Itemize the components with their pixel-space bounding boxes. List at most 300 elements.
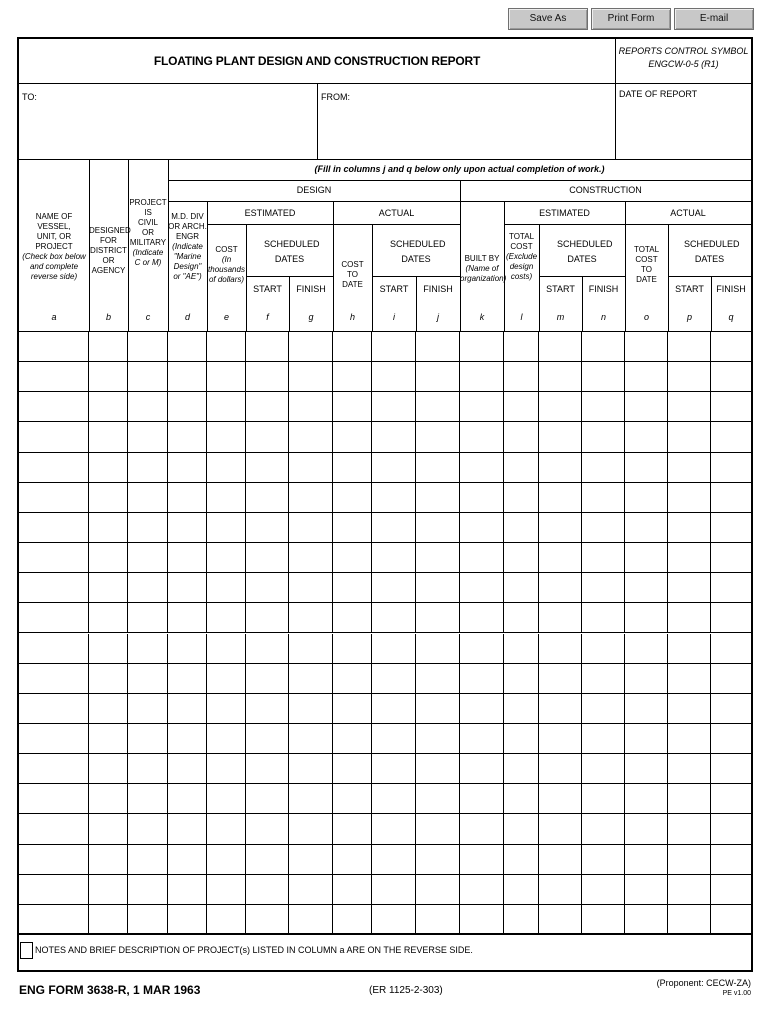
- table-cell-a[interactable]: [19, 845, 89, 875]
- table-cell-q[interactable]: [711, 332, 751, 362]
- table-cell-p[interactable]: [668, 513, 711, 543]
- table-cell-n[interactable]: [582, 392, 625, 422]
- table-cell-b[interactable]: [89, 664, 128, 694]
- table-cell-p[interactable]: [668, 543, 711, 573]
- table-cell-d[interactable]: [168, 905, 207, 935]
- table-cell-d[interactable]: [168, 513, 207, 543]
- table-cell-b[interactable]: [89, 422, 128, 452]
- table-cell-n[interactable]: [582, 483, 625, 513]
- table-cell-f[interactable]: [246, 513, 289, 543]
- table-cell-j[interactable]: [416, 875, 460, 905]
- table-cell-i[interactable]: [372, 664, 416, 694]
- table-cell-o[interactable]: [625, 332, 668, 362]
- table-cell-o[interactable]: [625, 603, 668, 633]
- table-cell-e[interactable]: [207, 543, 246, 573]
- table-cell-m[interactable]: [539, 513, 582, 543]
- table-cell-j[interactable]: [416, 513, 460, 543]
- table-cell-q[interactable]: [711, 543, 751, 573]
- table-cell-a[interactable]: [19, 634, 89, 664]
- table-cell-m[interactable]: [539, 905, 582, 935]
- table-cell-d[interactable]: [168, 543, 207, 573]
- table-cell-b[interactable]: [89, 694, 128, 724]
- table-cell-a[interactable]: [19, 362, 89, 392]
- table-cell-j[interactable]: [416, 422, 460, 452]
- table-cell-o[interactable]: [625, 543, 668, 573]
- table-cell-l[interactable]: [504, 724, 539, 754]
- table-cell-o[interactable]: [625, 724, 668, 754]
- table-cell-g[interactable]: [289, 453, 333, 483]
- table-cell-j[interactable]: [416, 362, 460, 392]
- table-cell-a[interactable]: [19, 513, 89, 543]
- table-cell-i[interactable]: [372, 724, 416, 754]
- table-cell-g[interactable]: [289, 664, 333, 694]
- table-cell-h[interactable]: [333, 664, 372, 694]
- table-cell-q[interactable]: [711, 875, 751, 905]
- table-cell-p[interactable]: [668, 875, 711, 905]
- table-cell-j[interactable]: [416, 754, 460, 784]
- table-cell-b[interactable]: [89, 453, 128, 483]
- table-cell-i[interactable]: [372, 845, 416, 875]
- table-cell-c[interactable]: [128, 573, 168, 603]
- table-cell-g[interactable]: [289, 634, 333, 664]
- table-cell-c[interactable]: [128, 513, 168, 543]
- table-cell-j[interactable]: [416, 664, 460, 694]
- table-cell-n[interactable]: [582, 905, 625, 935]
- table-cell-q[interactable]: [711, 392, 751, 422]
- table-cell-d[interactable]: [168, 332, 207, 362]
- table-cell-e[interactable]: [207, 332, 246, 362]
- table-cell-i[interactable]: [372, 754, 416, 784]
- table-cell-q[interactable]: [711, 362, 751, 392]
- table-cell-a[interactable]: [19, 814, 89, 844]
- table-cell-q[interactable]: [711, 422, 751, 452]
- table-cell-m[interactable]: [539, 784, 582, 814]
- table-cell-c[interactable]: [128, 784, 168, 814]
- table-cell-g[interactable]: [289, 422, 333, 452]
- table-cell-j[interactable]: [416, 483, 460, 513]
- table-cell-e[interactable]: [207, 573, 246, 603]
- table-cell-o[interactable]: [625, 573, 668, 603]
- table-cell-m[interactable]: [539, 664, 582, 694]
- table-cell-a[interactable]: [19, 332, 89, 362]
- table-cell-h[interactable]: [333, 362, 372, 392]
- table-cell-l[interactable]: [504, 422, 539, 452]
- table-cell-o[interactable]: [625, 513, 668, 543]
- table-cell-e[interactable]: [207, 603, 246, 633]
- table-cell-d[interactable]: [168, 875, 207, 905]
- table-cell-k[interactable]: [460, 483, 504, 513]
- table-cell-l[interactable]: [504, 784, 539, 814]
- table-cell-h[interactable]: [333, 875, 372, 905]
- table-cell-p[interactable]: [668, 905, 711, 935]
- table-cell-p[interactable]: [668, 392, 711, 422]
- table-cell-n[interactable]: [582, 754, 625, 784]
- table-cell-f[interactable]: [246, 603, 289, 633]
- table-cell-h[interactable]: [333, 392, 372, 422]
- table-cell-c[interactable]: [128, 754, 168, 784]
- table-cell-c[interactable]: [128, 875, 168, 905]
- table-cell-b[interactable]: [89, 573, 128, 603]
- table-cell-j[interactable]: [416, 573, 460, 603]
- table-cell-q[interactable]: [711, 784, 751, 814]
- table-cell-l[interactable]: [504, 573, 539, 603]
- table-cell-o[interactable]: [625, 392, 668, 422]
- table-cell-p[interactable]: [668, 422, 711, 452]
- table-cell-k[interactable]: [460, 784, 504, 814]
- table-cell-d[interactable]: [168, 362, 207, 392]
- table-cell-f[interactable]: [246, 784, 289, 814]
- table-cell-f[interactable]: [246, 543, 289, 573]
- table-cell-h[interactable]: [333, 422, 372, 452]
- table-cell-k[interactable]: [460, 543, 504, 573]
- table-cell-e[interactable]: [207, 814, 246, 844]
- date-of-report-field[interactable]: [617, 101, 751, 158]
- table-cell-p[interactable]: [668, 664, 711, 694]
- table-cell-m[interactable]: [539, 573, 582, 603]
- table-cell-h[interactable]: [333, 573, 372, 603]
- table-cell-a[interactable]: [19, 392, 89, 422]
- table-cell-k[interactable]: [460, 392, 504, 422]
- table-cell-h[interactable]: [333, 694, 372, 724]
- table-cell-l[interactable]: [504, 664, 539, 694]
- table-cell-d[interactable]: [168, 694, 207, 724]
- table-cell-i[interactable]: [372, 362, 416, 392]
- table-cell-p[interactable]: [668, 845, 711, 875]
- table-cell-n[interactable]: [582, 422, 625, 452]
- table-cell-o[interactable]: [625, 905, 668, 935]
- table-cell-p[interactable]: [668, 483, 711, 513]
- table-cell-i[interactable]: [372, 814, 416, 844]
- table-cell-d[interactable]: [168, 453, 207, 483]
- table-cell-p[interactable]: [668, 332, 711, 362]
- table-cell-g[interactable]: [289, 845, 333, 875]
- table-cell-o[interactable]: [625, 664, 668, 694]
- table-cell-o[interactable]: [625, 634, 668, 664]
- table-cell-k[interactable]: [460, 573, 504, 603]
- table-cell-c[interactable]: [128, 483, 168, 513]
- table-cell-c[interactable]: [128, 332, 168, 362]
- table-cell-f[interactable]: [246, 392, 289, 422]
- table-cell-o[interactable]: [625, 784, 668, 814]
- table-cell-m[interactable]: [539, 875, 582, 905]
- table-cell-j[interactable]: [416, 724, 460, 754]
- table-cell-k[interactable]: [460, 724, 504, 754]
- table-cell-n[interactable]: [582, 513, 625, 543]
- table-cell-j[interactable]: [416, 543, 460, 573]
- table-cell-n[interactable]: [582, 634, 625, 664]
- table-cell-f[interactable]: [246, 453, 289, 483]
- table-cell-n[interactable]: [582, 814, 625, 844]
- table-cell-m[interactable]: [539, 724, 582, 754]
- table-cell-p[interactable]: [668, 362, 711, 392]
- table-cell-q[interactable]: [711, 634, 751, 664]
- table-cell-p[interactable]: [668, 603, 711, 633]
- table-cell-l[interactable]: [504, 483, 539, 513]
- table-cell-m[interactable]: [539, 543, 582, 573]
- table-cell-h[interactable]: [333, 845, 372, 875]
- table-cell-p[interactable]: [668, 453, 711, 483]
- table-cell-f[interactable]: [246, 422, 289, 452]
- table-cell-i[interactable]: [372, 543, 416, 573]
- table-cell-l[interactable]: [504, 905, 539, 935]
- table-cell-p[interactable]: [668, 814, 711, 844]
- table-cell-g[interactable]: [289, 905, 333, 935]
- table-cell-k[interactable]: [460, 875, 504, 905]
- table-cell-a[interactable]: [19, 483, 89, 513]
- table-cell-j[interactable]: [416, 603, 460, 633]
- table-cell-c[interactable]: [128, 422, 168, 452]
- table-cell-l[interactable]: [504, 754, 539, 784]
- table-cell-b[interactable]: [89, 332, 128, 362]
- table-cell-g[interactable]: [289, 362, 333, 392]
- table-cell-c[interactable]: [128, 905, 168, 935]
- table-cell-m[interactable]: [539, 754, 582, 784]
- table-cell-i[interactable]: [372, 603, 416, 633]
- table-cell-e[interactable]: [207, 422, 246, 452]
- table-cell-e[interactable]: [207, 845, 246, 875]
- table-cell-h[interactable]: [333, 905, 372, 935]
- table-cell-d[interactable]: [168, 664, 207, 694]
- table-cell-i[interactable]: [372, 422, 416, 452]
- table-cell-k[interactable]: [460, 513, 504, 543]
- table-cell-g[interactable]: [289, 875, 333, 905]
- table-cell-g[interactable]: [289, 603, 333, 633]
- table-cell-c[interactable]: [128, 453, 168, 483]
- table-cell-h[interactable]: [333, 453, 372, 483]
- save-as-button[interactable]: Save As: [508, 8, 588, 30]
- table-cell-n[interactable]: [582, 573, 625, 603]
- table-cell-b[interactable]: [89, 543, 128, 573]
- table-cell-f[interactable]: [246, 573, 289, 603]
- table-cell-q[interactable]: [711, 573, 751, 603]
- table-cell-f[interactable]: [246, 845, 289, 875]
- table-cell-f[interactable]: [246, 694, 289, 724]
- table-cell-h[interactable]: [333, 332, 372, 362]
- table-cell-j[interactable]: [416, 784, 460, 814]
- table-cell-n[interactable]: [582, 603, 625, 633]
- table-cell-k[interactable]: [460, 634, 504, 664]
- table-cell-k[interactable]: [460, 332, 504, 362]
- table-cell-g[interactable]: [289, 543, 333, 573]
- table-cell-q[interactable]: [711, 603, 751, 633]
- table-cell-a[interactable]: [19, 603, 89, 633]
- table-cell-a[interactable]: [19, 543, 89, 573]
- table-cell-d[interactable]: [168, 724, 207, 754]
- table-cell-k[interactable]: [460, 453, 504, 483]
- table-cell-p[interactable]: [668, 634, 711, 664]
- table-cell-m[interactable]: [539, 603, 582, 633]
- table-cell-c[interactable]: [128, 392, 168, 422]
- table-cell-e[interactable]: [207, 513, 246, 543]
- table-cell-c[interactable]: [128, 362, 168, 392]
- table-cell-e[interactable]: [207, 694, 246, 724]
- table-cell-k[interactable]: [460, 845, 504, 875]
- table-cell-n[interactable]: [582, 724, 625, 754]
- notes-checkbox[interactable]: [20, 942, 33, 959]
- table-cell-i[interactable]: [372, 573, 416, 603]
- table-cell-n[interactable]: [582, 694, 625, 724]
- table-cell-e[interactable]: [207, 483, 246, 513]
- table-cell-c[interactable]: [128, 603, 168, 633]
- table-cell-i[interactable]: [372, 332, 416, 362]
- table-cell-h[interactable]: [333, 634, 372, 664]
- table-cell-m[interactable]: [539, 634, 582, 664]
- table-cell-d[interactable]: [168, 754, 207, 784]
- table-cell-k[interactable]: [460, 603, 504, 633]
- table-cell-l[interactable]: [504, 513, 539, 543]
- table-cell-q[interactable]: [711, 694, 751, 724]
- table-cell-l[interactable]: [504, 694, 539, 724]
- table-cell-c[interactable]: [128, 724, 168, 754]
- table-cell-h[interactable]: [333, 724, 372, 754]
- table-cell-o[interactable]: [625, 754, 668, 784]
- table-cell-m[interactable]: [539, 814, 582, 844]
- table-cell-m[interactable]: [539, 694, 582, 724]
- table-cell-b[interactable]: [89, 483, 128, 513]
- table-cell-q[interactable]: [711, 814, 751, 844]
- table-cell-b[interactable]: [89, 513, 128, 543]
- table-cell-d[interactable]: [168, 634, 207, 664]
- table-cell-k[interactable]: [460, 694, 504, 724]
- table-cell-i[interactable]: [372, 453, 416, 483]
- table-cell-h[interactable]: [333, 513, 372, 543]
- table-cell-i[interactable]: [372, 392, 416, 422]
- table-cell-g[interactable]: [289, 573, 333, 603]
- table-cell-k[interactable]: [460, 422, 504, 452]
- table-cell-c[interactable]: [128, 664, 168, 694]
- table-cell-q[interactable]: [711, 724, 751, 754]
- table-cell-l[interactable]: [504, 875, 539, 905]
- table-cell-o[interactable]: [625, 483, 668, 513]
- table-cell-h[interactable]: [333, 603, 372, 633]
- to-field[interactable]: [19, 102, 316, 158]
- table-cell-c[interactable]: [128, 543, 168, 573]
- table-cell-d[interactable]: [168, 603, 207, 633]
- table-cell-o[interactable]: [625, 422, 668, 452]
- table-cell-d[interactable]: [168, 845, 207, 875]
- table-cell-n[interactable]: [582, 543, 625, 573]
- table-cell-i[interactable]: [372, 694, 416, 724]
- table-cell-p[interactable]: [668, 573, 711, 603]
- table-cell-q[interactable]: [711, 513, 751, 543]
- table-cell-a[interactable]: [19, 573, 89, 603]
- table-cell-o[interactable]: [625, 453, 668, 483]
- email-button[interactable]: E-mail: [674, 8, 754, 30]
- table-cell-d[interactable]: [168, 483, 207, 513]
- table-cell-j[interactable]: [416, 634, 460, 664]
- table-cell-n[interactable]: [582, 875, 625, 905]
- table-cell-k[interactable]: [460, 905, 504, 935]
- table-cell-k[interactable]: [460, 754, 504, 784]
- table-cell-l[interactable]: [504, 845, 539, 875]
- table-cell-i[interactable]: [372, 905, 416, 935]
- table-cell-k[interactable]: [460, 664, 504, 694]
- table-cell-a[interactable]: [19, 664, 89, 694]
- table-cell-m[interactable]: [539, 422, 582, 452]
- table-cell-e[interactable]: [207, 905, 246, 935]
- table-cell-a[interactable]: [19, 724, 89, 754]
- table-cell-m[interactable]: [539, 453, 582, 483]
- table-cell-b[interactable]: [89, 362, 128, 392]
- table-cell-m[interactable]: [539, 332, 582, 362]
- table-cell-g[interactable]: [289, 724, 333, 754]
- table-cell-e[interactable]: [207, 664, 246, 694]
- print-form-button[interactable]: Print Form: [591, 8, 671, 30]
- table-cell-g[interactable]: [289, 332, 333, 362]
- table-cell-i[interactable]: [372, 875, 416, 905]
- table-cell-b[interactable]: [89, 784, 128, 814]
- table-cell-n[interactable]: [582, 362, 625, 392]
- table-cell-j[interactable]: [416, 814, 460, 844]
- table-cell-o[interactable]: [625, 362, 668, 392]
- table-cell-l[interactable]: [504, 814, 539, 844]
- table-cell-n[interactable]: [582, 845, 625, 875]
- table-cell-j[interactable]: [416, 392, 460, 422]
- table-cell-n[interactable]: [582, 332, 625, 362]
- table-cell-m[interactable]: [539, 845, 582, 875]
- table-cell-j[interactable]: [416, 453, 460, 483]
- table-cell-f[interactable]: [246, 664, 289, 694]
- table-cell-j[interactable]: [416, 332, 460, 362]
- table-cell-f[interactable]: [246, 634, 289, 664]
- table-cell-b[interactable]: [89, 814, 128, 844]
- table-cell-g[interactable]: [289, 754, 333, 784]
- table-cell-j[interactable]: [416, 845, 460, 875]
- table-cell-b[interactable]: [89, 634, 128, 664]
- table-cell-l[interactable]: [504, 392, 539, 422]
- table-cell-q[interactable]: [711, 453, 751, 483]
- table-cell-m[interactable]: [539, 392, 582, 422]
- table-cell-d[interactable]: [168, 392, 207, 422]
- table-cell-g[interactable]: [289, 513, 333, 543]
- table-cell-j[interactable]: [416, 694, 460, 724]
- table-cell-f[interactable]: [246, 332, 289, 362]
- table-cell-d[interactable]: [168, 814, 207, 844]
- table-cell-q[interactable]: [711, 905, 751, 935]
- table-cell-d[interactable]: [168, 784, 207, 814]
- table-cell-h[interactable]: [333, 483, 372, 513]
- table-cell-e[interactable]: [207, 634, 246, 664]
- table-cell-g[interactable]: [289, 784, 333, 814]
- table-cell-g[interactable]: [289, 814, 333, 844]
- table-cell-o[interactable]: [625, 875, 668, 905]
- table-cell-l[interactable]: [504, 453, 539, 483]
- from-field[interactable]: [319, 102, 613, 158]
- table-cell-q[interactable]: [711, 483, 751, 513]
- table-cell-o[interactable]: [625, 694, 668, 724]
- table-cell-e[interactable]: [207, 453, 246, 483]
- table-cell-d[interactable]: [168, 422, 207, 452]
- table-cell-p[interactable]: [668, 754, 711, 784]
- table-cell-a[interactable]: [19, 422, 89, 452]
- table-cell-a[interactable]: [19, 453, 89, 483]
- table-cell-f[interactable]: [246, 754, 289, 784]
- table-cell-f[interactable]: [246, 724, 289, 754]
- table-cell-e[interactable]: [207, 724, 246, 754]
- table-cell-e[interactable]: [207, 392, 246, 422]
- table-cell-n[interactable]: [582, 664, 625, 694]
- table-cell-e[interactable]: [207, 875, 246, 905]
- table-cell-a[interactable]: [19, 754, 89, 784]
- table-cell-p[interactable]: [668, 694, 711, 724]
- table-cell-e[interactable]: [207, 362, 246, 392]
- table-cell-b[interactable]: [89, 754, 128, 784]
- table-cell-l[interactable]: [504, 634, 539, 664]
- table-cell-g[interactable]: [289, 392, 333, 422]
- table-cell-b[interactable]: [89, 724, 128, 754]
- table-cell-c[interactable]: [128, 634, 168, 664]
- table-cell-g[interactable]: [289, 483, 333, 513]
